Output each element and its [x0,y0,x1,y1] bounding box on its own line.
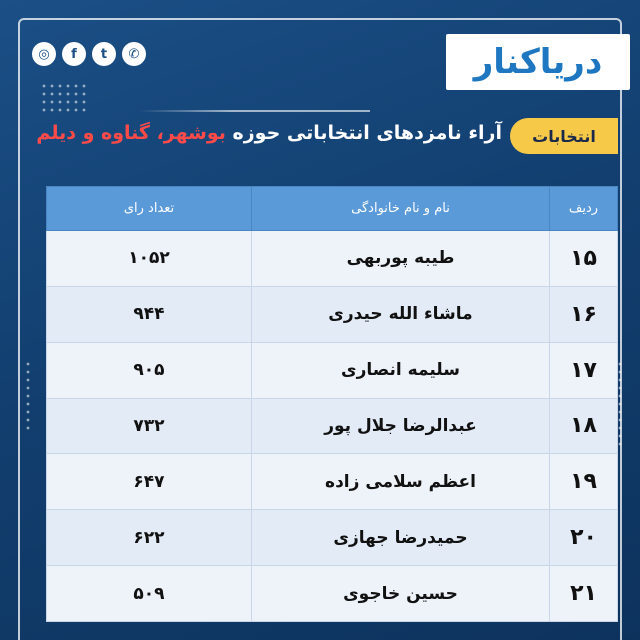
vote-count: ۶۲۲ [47,510,252,566]
instagram-icon[interactable]: ◎ [32,42,56,66]
table-row [47,342,618,398]
decorative-dots [24,360,34,432]
row-index: ۱۶ [550,286,618,342]
social-links [32,42,146,66]
row-index: ۲۰ [550,510,618,566]
category-badge: انتخابات [510,118,618,154]
row-index: ۱۷ [550,342,618,398]
whatsapp-icon[interactable]: ✆ [122,42,146,66]
page-title [36,122,502,144]
vote-count: ۹۴۴ [47,286,252,342]
table-row [47,454,618,510]
twitter-icon[interactable]: t [92,42,116,66]
candidate-name: حسین خاجوی [252,566,550,622]
vote-count: ۷۳۲ [47,398,252,454]
title-highlight: بوشهر، گناوه و دیلم [36,122,226,144]
vote-count: ۶۴۷ [47,454,252,510]
row-index: ۱۸ [550,398,618,454]
row-index: ۱۵ [550,231,618,287]
decorative-wave [140,110,370,112]
title-bar [24,118,628,162]
row-index: ۱۹ [550,454,618,510]
table-row [47,231,618,287]
vote-count: ۵۰۹ [47,566,252,622]
table-row [47,286,618,342]
column-header-name: نام و نام خانوادگی [252,187,550,231]
candidate-name: طیبه پوربهی [252,231,550,287]
vote-count: ۹۰۵ [47,342,252,398]
candidate-name: عبدالرضا جلال پور [252,398,550,454]
candidate-name: اعظم سلامی زاده [252,454,550,510]
column-header-index: ردیف [550,187,618,231]
vote-count: ۱۰۵۲ [47,231,252,287]
facebook-icon[interactable]: f [62,42,86,66]
row-index: ۲۱ [550,566,618,622]
table-row [47,510,618,566]
title-prefix: آراء نامزدهای انتخاباتی حوزه [232,122,502,144]
table-row [47,566,618,622]
brand-logo [446,34,630,90]
candidate-name: حمیدرضا جهازی [252,510,550,566]
column-header-votes: تعداد رای [47,187,252,231]
logo-text: دریاکنار [473,42,603,82]
decorative-dots [40,82,88,114]
table-row [47,398,618,454]
votes-table [46,186,618,622]
table-header-row [47,187,618,231]
candidate-name: ماشاء الله حیدری [252,286,550,342]
candidate-name: سلیمه انصاری [252,342,550,398]
